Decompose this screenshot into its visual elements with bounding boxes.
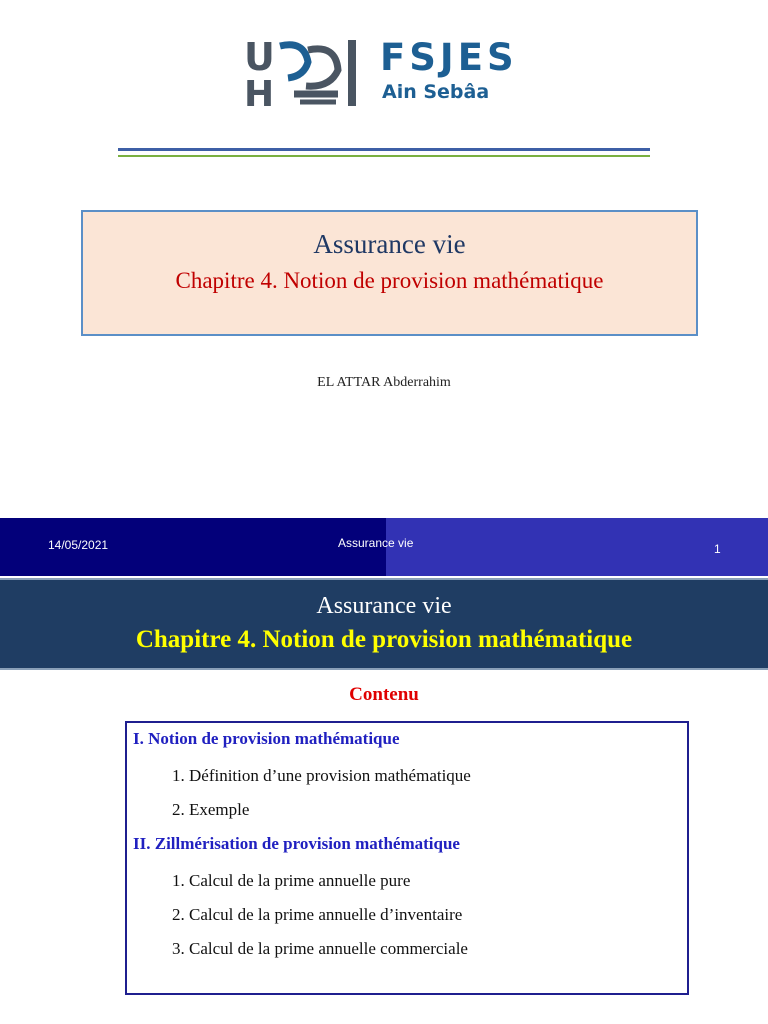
contents-subtitle: Chapitre 4. Notion de provision mathématique bbox=[135, 626, 633, 653]
footer-accent bbox=[386, 518, 768, 576]
title-box bbox=[81, 210, 698, 336]
table-of-contents bbox=[125, 721, 689, 995]
divider-green bbox=[118, 155, 650, 157]
toc-item: 1. Définition d’une provision mathématique bbox=[172, 766, 471, 785]
logo-name: FSJES bbox=[380, 36, 518, 79]
svg-text:U: U bbox=[244, 36, 275, 79]
contents-header bbox=[0, 578, 768, 670]
slide-footer bbox=[0, 518, 768, 576]
logo-separator bbox=[348, 40, 356, 106]
logo-subtitle: Ain Sebâa bbox=[382, 81, 490, 103]
svg-text:H: H bbox=[244, 74, 275, 108]
divider-blue bbox=[118, 148, 650, 151]
university-logo bbox=[244, 36, 518, 110]
uh-monogram-icon bbox=[244, 36, 344, 108]
toc-item: 3. Calcul de la prime annuelle commerciale bbox=[172, 939, 468, 958]
toc-section-heading: II. Zillmérisation de provision mathématique bbox=[133, 834, 460, 853]
footer-title: Assurance vie bbox=[338, 536, 414, 550]
toc-item: 2. Exemple bbox=[172, 800, 250, 819]
page-number: 1 bbox=[714, 542, 721, 556]
slide-title: Assurance vie bbox=[313, 229, 466, 259]
contents-title: Assurance vie bbox=[316, 593, 452, 619]
slide-subtitle: Chapitre 4. Notion de provision mathématique bbox=[175, 268, 604, 293]
toc-item: 1. Calcul de la prime annuelle pure bbox=[172, 871, 411, 890]
contents-heading: Contenu bbox=[349, 684, 419, 705]
toc-item: 2. Calcul de la prime annuelle d’inventaire bbox=[172, 905, 463, 924]
footer-date: 14/05/2021 bbox=[48, 538, 109, 552]
toc-section-heading: I. Notion de provision mathématique bbox=[133, 729, 400, 748]
author-name: EL ATTAR Abderrahim bbox=[317, 375, 451, 390]
